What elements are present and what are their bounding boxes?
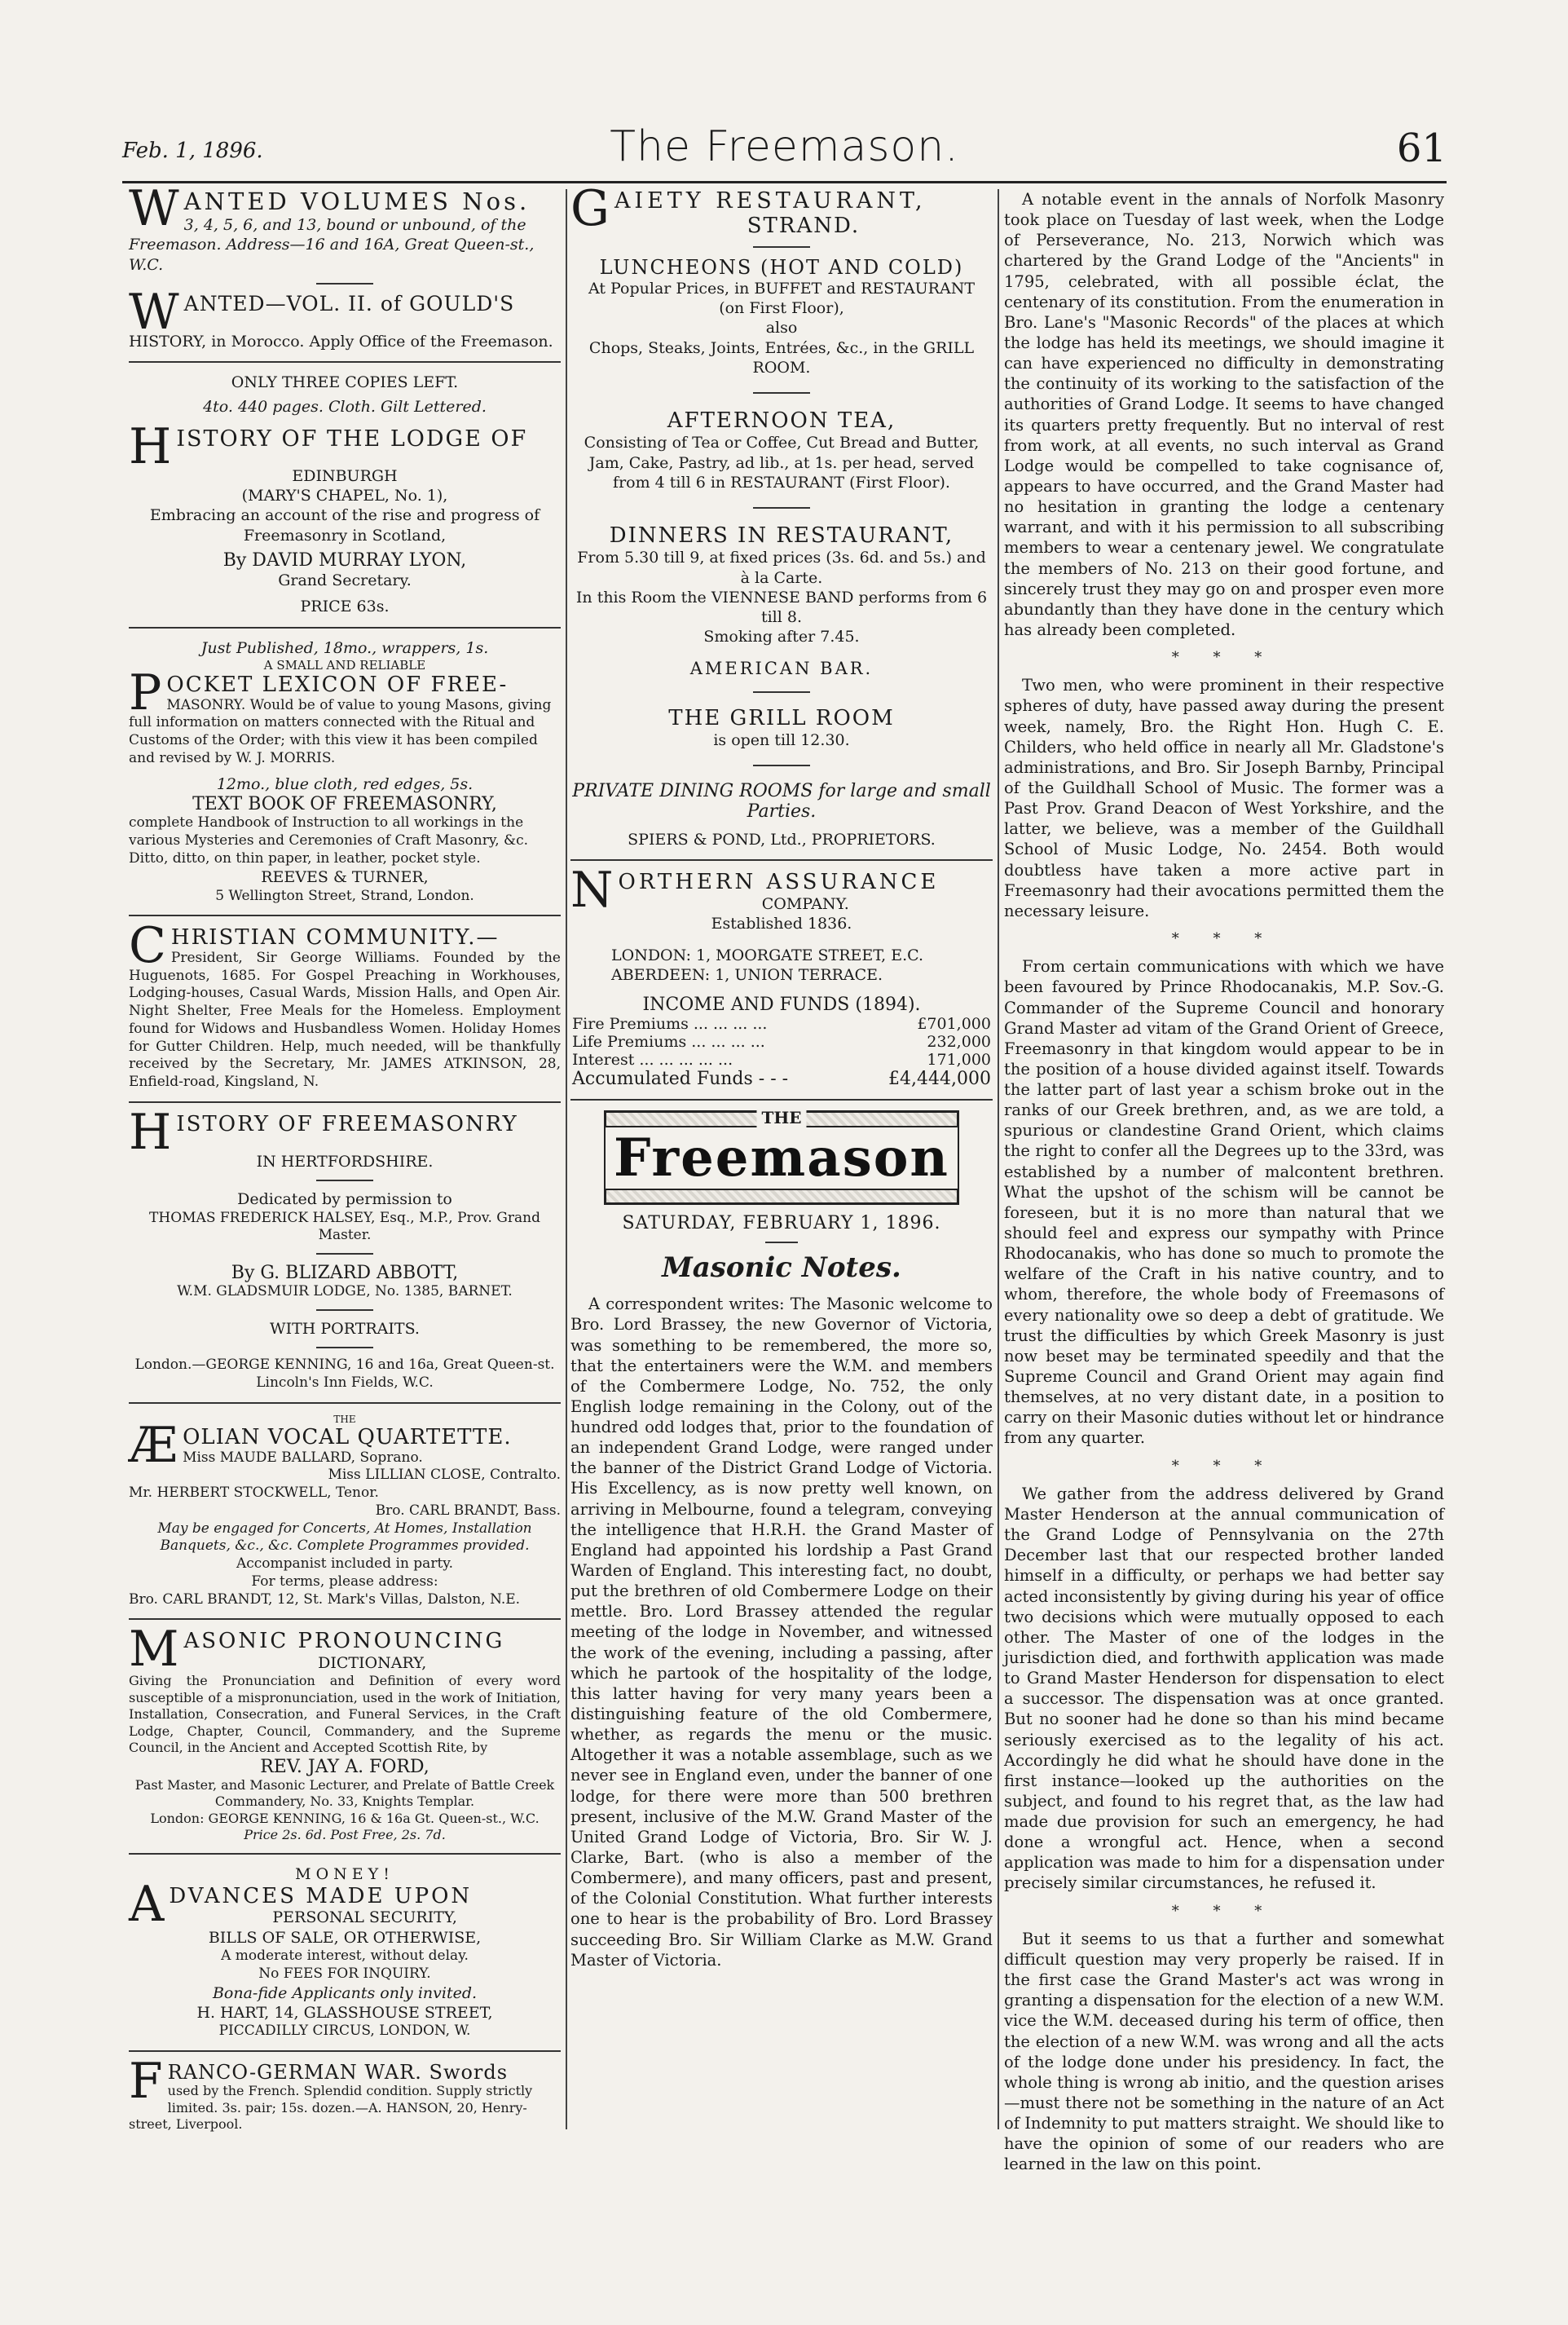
ad-the: THE — [333, 1413, 356, 1425]
ad-title: AIETY RESTAURANT, — [614, 188, 927, 214]
ad-title: ISTORY OF THE LODGE OF — [176, 426, 528, 452]
ad-title: ORTHERN ASSURANCE — [618, 870, 940, 895]
ad-title: DVANCES MADE UPON — [169, 1883, 473, 1908]
ad-publication: Just Published, 18mo., wrappers, 1s. — [200, 638, 489, 657]
funds-table — [570, 1015, 993, 1089]
table-row — [570, 1015, 993, 1033]
ad-body: complete Handbook of Instruction to all workings in the various Mysteries and Ceremonies of Craft Masonry, &c. — [129, 814, 529, 849]
ad-body: used by the French. Splendid condition. Supply strictly limited. 3s. pair; 15s. dozen.—A. HANSON, 20, Henry-street, Liverpool. — [129, 2083, 533, 2133]
ad-body: Consisting of Tea or Coffee, Cut Bread and Butter, Jam, Cake, Pastry, ad lib., at 1s. per head, served from 4 till 6 in RESTAURANT (First Floor). — [584, 434, 980, 492]
ad-publication: 12mo., blue cloth, red edges, 5s. — [216, 774, 473, 793]
drop-cap: C — [129, 917, 166, 975]
ad-line: In this Room the VIENNESE BAND performs from 6 till 8. — [575, 588, 988, 627]
ad-address: Bro. CARL BRANDT, 12, St. Mark's Villas, Dalston, N.E. — [129, 1590, 521, 1608]
ad-title: ANTED VOLUMES Nos. — [183, 188, 531, 215]
ad-price: Price 2s. 6d. Post Free, 2s. 7d. — [244, 1827, 446, 1842]
ad-ditto: Ditto, ditto, on thin paper, in leather, pocket style. — [129, 849, 481, 867]
ad-aeolian-quartette — [129, 1414, 561, 1609]
ad-subtitle: IN HERTFORDSHIRE. — [256, 1152, 434, 1171]
section-divider: * * * — [1171, 1902, 1277, 1920]
ad-line: From 5.30 till 9, at fixed prices (3s. 6d. and 5s.) and à la Carte. — [577, 549, 986, 587]
header-rule — [122, 181, 1447, 183]
column-divider-1 — [566, 189, 567, 2129]
table-row — [570, 1051, 993, 1069]
ad-title: HRISTIAN COMMUNITY.— — [170, 925, 500, 951]
column-notes-continued — [1004, 189, 1444, 2175]
ad-title: DINNERS IN RESTAURANT, — [609, 523, 954, 549]
ad-heading: MONEY! — [295, 1865, 394, 1884]
ad-masonic-dictionary — [129, 1621, 561, 1843]
ad-accompanist: Accompanist included in party. — [236, 1555, 454, 1573]
ad-tagline: A SMALL AND RELIABLE — [263, 657, 426, 673]
drop-cap: A — [129, 1875, 165, 1933]
page-header — [122, 122, 1447, 188]
article-paragraph: A notable event in the annals of Norfolk Masonry took place on Tuesday of last week, when the Lodge of Perseverance, No. 213, Norwich which was chartered by the Grand Lodge of the "Ancients" in 1795, celebrated, with all possible éclat, the centenary of its constitution. From the enumeration in Bro. Lane's "Masonic Records" of the places at which the lodge has held its meetings, we should imagine it can have experienced no difficulty in demonstrating the continuity of its working to the satisfaction of the authorities of Grand Lodge. It seems to have changed its quarters pretty frequently. But no interval of rest from work, at all events, no such interval as Grand Lodge would be compelled to take cognisance of, appears to have occurred, and the Grand Master had no hesitation in granting the lodge a centenary warrant, and with it his permission to all subscribing members to wear a centenary jewel. We congratulate the members of No. 213 on their good fortune, and sincerely trust they may go on and prosper even more abundantly than they have done in the century which has already been completed. — [1004, 190, 1444, 639]
ad-title: ASONIC PRONOUNCING — [183, 1629, 505, 1654]
ad-portraits: WITH PORTRAITS. — [270, 1319, 420, 1338]
ad-title: OLIAN VOCAL QUARTETTE. — [183, 1425, 512, 1449]
ad-wanted-gould — [129, 283, 561, 351]
freemason-banner-logo — [604, 1110, 959, 1205]
ad-subtitle: EDINBURGH — [292, 466, 398, 485]
ad-line: PICCADILLY CIRCUS, LONDON, W. — [218, 2023, 471, 2040]
section-divider: * * * — [1171, 649, 1277, 667]
drop-cap: H — [129, 1103, 172, 1161]
ad-subtitle: DICTIONARY, — [318, 1653, 427, 1672]
ad-afternoon-tea — [570, 408, 993, 492]
ad-author: By DAVID MURRAY LYON, — [222, 550, 467, 571]
ad-title: RANCO-GERMAN WAR. Swords — [167, 2060, 509, 2084]
table-row — [570, 1033, 993, 1051]
ad-title: ANTED—VOL. II. of GOULD'S — [183, 291, 515, 315]
ad-line: Smoking after 7.45. — [703, 628, 860, 646]
ad-history-herts — [129, 1103, 561, 1392]
ad-line: H. HART, 14, GLASSHOUSE STREET, — [196, 2003, 493, 2022]
drop-cap: M — [129, 1621, 179, 1679]
ad-publisher: London: GEORGE KENNING, 16 & 16a Gt. Queen-st., W.C. — [150, 1810, 540, 1826]
performer: Bro. CARL BRANDT, Bass. — [375, 1502, 561, 1519]
ad-pocket-lexicon — [129, 638, 561, 768]
private-dining: PRIVATE DINING ROOMS for large and small Parties. — [572, 781, 991, 823]
drop-cap: P — [129, 664, 162, 722]
ad-body: Giving the Pronunciation and Definition of every word susceptible of a mispronunciation, used in the work of Initiation, Installation, Consecration, and Funeral Services, in the Craft Lodge, Chapter, Council, Commandery, and the Supreme Council, in the Ancient and Accepted Scottish Rite, by — [129, 1673, 561, 1756]
issue-line: SATURDAY, FEBRUARY 1, 1896. — [622, 1213, 941, 1234]
ad-gaiety-restaurant — [570, 180, 993, 377]
ad-body: HISTORY, in Morocco. Apply Office of the Freemason. — [129, 332, 553, 351]
ad-title: ISTORY OF FREEMASONRY — [176, 1111, 518, 1136]
ad-christian-community — [129, 917, 561, 1092]
ad-author: By G. BLIZARD ABBOTT, — [231, 1263, 459, 1284]
drop-cap: W — [129, 180, 179, 237]
ad-line: (on First Floor), — [719, 299, 844, 317]
notes-article — [1004, 189, 1444, 2175]
drop-cap: G — [570, 180, 610, 237]
page-number: 61 — [1396, 126, 1447, 171]
fund-label: Life Premiums ... ... ... ... — [572, 1033, 765, 1052]
ad-line: At Popular Prices, in BUFFET and RESTAURANT — [588, 279, 976, 298]
section-divider: * * * — [1171, 1457, 1277, 1475]
article-paragraph: We gather from the address delivered by Grand Master Henderson at the annual communication of the Grand Lodge of Pennsylvania on the 27th December last that our respected brother landed himself in a difficulty, or perhaps we had better say acted inconsistently by giving during his year of office two decisions which were mutually opposed to each other. The Master of one of the lodges in the jurisdiction died, and forthwith application was made to Grand Master Henderson for dispensation to elect a successor. The dispensation was at once granted. But no sooner had he done so than his mind became seriously exercised as to the legality of his act. Accordingly he did what he should have done in the first instance—looked up the authorities on the subject, and found to his regret that, as the law had made due provision for such an emergency, he had done a wrongful act. Hence, when a second application was made to him for a dispensation under precisely similar circumstances, he refused it. — [1004, 1484, 1444, 1893]
ad-author: REV. JAY A. FORD, — [260, 1756, 429, 1777]
ad-wanted-volumes — [129, 180, 561, 275]
issue-date: Feb. 1, 1896. — [122, 139, 263, 163]
ad-line: also — [765, 319, 798, 338]
drop-cap: H — [129, 417, 172, 475]
ad-terms: For terms, please address: — [251, 1573, 438, 1590]
ad-engagement: May be engaged for Concerts, At Homes, Installation Banquets, &c., &c. Complete Programmes provided. — [157, 1520, 532, 1555]
only-three-copies: ONLY THREE COPIES LEFT. — [231, 373, 459, 392]
ad-dedicatee: THOMAS FREDERICK HALSEY, Esq., M.P., Prov. Grand Master. — [149, 1209, 540, 1244]
fund-value: £4,444,000 — [888, 1069, 991, 1090]
ad-aberdeen-address: ABERDEEN: 1, UNION TERRACE. — [611, 965, 883, 984]
column-divider-2 — [998, 189, 999, 2129]
article-paragraph: From certain communications with which we have been favoured by Prince Rhodocanakis, M.P. Sov.-G. Commander of the Supreme Council and honorary Grand Master ad vitam of the Grand Orient of Greece, Freemasonry in that kingdom would appear to be in the position of a house divided against itself. Towards the latter part of last year a schism broke out in the ranks of our Greek brethren, and, as we are told, a spurious or clandestine Grand Orient, which claims the right to confer all the Degrees up to the 33rd, was established by a number of malcontent brethren. What the upshot of the schism will be cannot be foreseen, but it is no more than natural that we should feel and express our sympathy with Prince Rhodocanakis, who has done so much to promote the welfare of the Craft in his native country, and to whom, therefore, the whole body of Freemasons of every nationality owe so deep a debt of gratitude. We trust the difficulties by which Greek Masonry is just now beset may be terminated speedily and that the Supreme Council and Grand Orient may again find themselves, at no very distant date, in a position to carry on their Masonic duties without let or hindrance from any quarter. — [1004, 957, 1444, 1448]
ad-title: TEXT BOOK OF FREEMASONRY, — [192, 794, 497, 815]
ad-income-heading: INCOME AND FUNDS (1894). — [642, 995, 921, 1016]
masonic-notes-article — [570, 1294, 993, 1970]
banner-the: THE — [756, 1108, 806, 1127]
drop-cap: Æ — [129, 1417, 178, 1474]
performer: Mr. HERBERT STOCKWELL, Tenor. — [129, 1485, 379, 1502]
ad-line: No FEES FOR INQUIRY. — [258, 1965, 431, 1982]
ad-body: 3, 4, 5, 6, and 13, bound or unbound, of the Freemason. Address—16 and 16A, Great Queen-st., W.C. — [129, 215, 535, 274]
performer: Miss MAUDE BALLARD, Soprano. — [183, 1449, 423, 1466]
fund-value: £701,000 — [917, 1015, 991, 1034]
ad-author-role: Grand Secretary. — [278, 571, 412, 590]
masthead-title: The Freemason. — [610, 122, 959, 171]
ad-franco-german — [129, 2052, 561, 2133]
edition-note: 4to. 440 pages. Cloth. Gilt Lettered. — [203, 398, 487, 417]
article-paragraph: But it seems to us that a further and somewhat difficult question may very properly be raised. If in the first case the Grand Master's act was wrong in granting a dispensation for the election of a new W.M. vice the W.M. deceased during his term of office, then the election of a new W.M. was wrong and all the acts of the lodge done under his presidency. In fact, the whole thing is wrong ab initio, and the question arises—must there not be something in the nature of an Act of Indemnity to put matters straight. We should like to have the opinion of some of our readers who are learned in the law on this point. — [1004, 1929, 1444, 2174]
ad-price: PRICE 63s. — [300, 598, 390, 616]
article-paragraph: A correspondent writes: The Masonic welcome to Bro. Lord Brassey, the new Governor of Victoria, was something to be remembered, the more so, that the entertainers were the W.M. and members of the Combermere Lodge, No. 752, the only English lodge remaining in the Colony, out of the hundred odd lodges that, prior to the foundation of an independent Grand Lodge, were ranged under the banner of the District Grand Lodge of Victoria. His Excellency, as is now pretty well known, on arriving in Melbourne, found a telegram, conveying the intelligence that H.R.H. the Grand Master of England had appointed his lordship a Past Grand Warden of England. This interesting fact, no doubt, put the brethren of old Combermere Lodge on their mettle. Bro. Lord Brassey attended the regular meeting of the lodge in November, and witnessed the work of the evening, including a passing, after which he partook of the hospitality of the lodge, this latter having for very many years been a distinguishing feature of the old Combermere, whether, as regards the menu or the music. Altogether it was a notable assemblage, such as we never see in England even, under the banner of one lodge, for there were more than 500 brethren present, inclusive of the M.W. Grand Master of the United Grand Lodge of Victoria, Bro. Sir W. J. Clarke, Bart. (who is also a member of the Combermere), and many officers, past and present, of the Colonial Constitution. What further interests one to hear is the probability of Bro. Lord Brassey succeeding Bro. Sir William Clarke as M.W. Grand Master of Victoria. — [570, 1295, 993, 1970]
ad-publisher: London.—GEORGE KENNING, 16 and 16a, Great Queen-st. Lincoln's Inn Fields, W.C. — [134, 1357, 555, 1391]
column-advertisements — [129, 180, 561, 2133]
banner-name: Freemason — [604, 1126, 959, 1190]
ad-dinners — [570, 523, 993, 647]
ad-address: 5 Wellington Street, Strand, London. — [215, 887, 474, 904]
fund-label: Interest ... ... ... ... ... — [572, 1051, 733, 1070]
ad-luncheons: LUNCHEONS (HOT AND COLD) — [599, 255, 964, 279]
ad-line: Bona-fide Applicants only invited. — [212, 1983, 478, 2002]
ad-text-book — [129, 774, 561, 906]
ad-money — [129, 1864, 561, 2040]
grill-room-hours: is open till 12.30. — [713, 730, 850, 749]
ad-line: A moderate interest, without delay. — [221, 1948, 469, 1964]
section-divider: * * * — [1171, 930, 1277, 947]
american-bar: AMERICAN BAR. — [689, 658, 874, 678]
ad-description: Embracing an account of the rise and progress of Freemasonry in Scotland, — [149, 506, 540, 545]
column-restaurant-notes — [570, 180, 993, 1970]
article-paragraph: Two men, who were prominent in their respective spheres of duty, have passed away during the present week, namely, Bro. the Right Hon. Hugh C. E. Childers, who held office in nearly all Mr. Gladstone's administrations, and Bro. Sir Joseph Barnby, Principal of the Guildhall School of Music. The former was a Past Prov. Grand Deacon of West Yorkshire, and the latter, we believe, was a member of the Guildhall School of Music Lodge, No. 2454. Both would doubtless have taken a more active part in Freemasonry had their avocations permitted them the necessary leisure. — [1004, 676, 1444, 920]
fund-value: 232,000 — [927, 1033, 991, 1052]
ad-author-role: Past Master, and Masonic Lecturer, and Prelate of Battle Creek Commandery, No. 33, Knights Templar. — [134, 1776, 555, 1810]
fund-label: Fire Premiums ... ... ... ... — [572, 1015, 768, 1034]
drop-cap: F — [129, 2052, 163, 2110]
ad-body: President, Sir George Williams. Founded by the Huguenots, 1685. For Gospel Preaching in Workhouses, Lodging-houses, Casual Wards, Mission Halls, and Open Air. Night Shelter, Free Meals for the Homeless. Employment found for Widows and Husbandless Women. Holiday Homes for Gutter Children. Help, much needed, will be thankfully received by the Secretary, Mr. JAMES ATKINSON, 28, Enfield-road, Kingsland, N. — [129, 949, 561, 1091]
ad-title: AFTERNOON TEA, — [667, 408, 896, 434]
ad-subtitle: STRAND. — [747, 213, 861, 238]
ad-line: Chops, Steaks, Joints, Entrées, &c., in the GRILL ROOM. — [588, 338, 975, 377]
ad-lodge: W.M. GLADSMUIR LODGE, No. 1385, BARNET. — [177, 1283, 513, 1300]
ad-subtitle: COMPANY. — [761, 894, 849, 913]
performer: Miss LILLIAN CLOSE, Contralto. — [328, 1467, 561, 1484]
ad-chapel: (MARY'S CHAPEL, No. 1), — [241, 487, 448, 505]
ad-publisher: REEVES & TURNER, — [261, 868, 429, 887]
ad-history-edinburgh — [129, 417, 561, 617]
fund-value: 171,000 — [927, 1051, 991, 1070]
ad-established: Established 1836. — [711, 915, 852, 933]
ad-london-address: LONDON: 1, MOORGATE STREET, E.C. — [611, 946, 924, 964]
ad-northern-assurance — [570, 862, 993, 1090]
drop-cap: N — [570, 862, 614, 920]
fund-label: Accumulated Funds - - - — [572, 1069, 789, 1090]
ad-dedication: Dedicated by permission to — [237, 1190, 452, 1209]
table-row — [570, 1069, 993, 1089]
section-title-masonic-notes: Masonic Notes. — [662, 1251, 901, 1285]
spiers-pond: SPIERS & POND, Ltd., PROPRIETORS. — [628, 831, 936, 849]
ad-body: MASONRY. Would be of value to young Masons, giving full information on matters connected with the Ritual and Customs of the Order; with this view it has been compiled and revised by W. J. MORRIS. — [129, 696, 552, 766]
ad-line: PERSONAL SECURITY, — [272, 1908, 457, 1927]
ad-line: BILLS OF SALE, OR OTHERWISE, — [208, 1928, 482, 1947]
ad-title: OCKET LEXICON OF FREE- — [166, 673, 509, 698]
grill-room-title: THE GRILL ROOM — [668, 705, 895, 730]
drop-cap: W — [129, 283, 179, 341]
